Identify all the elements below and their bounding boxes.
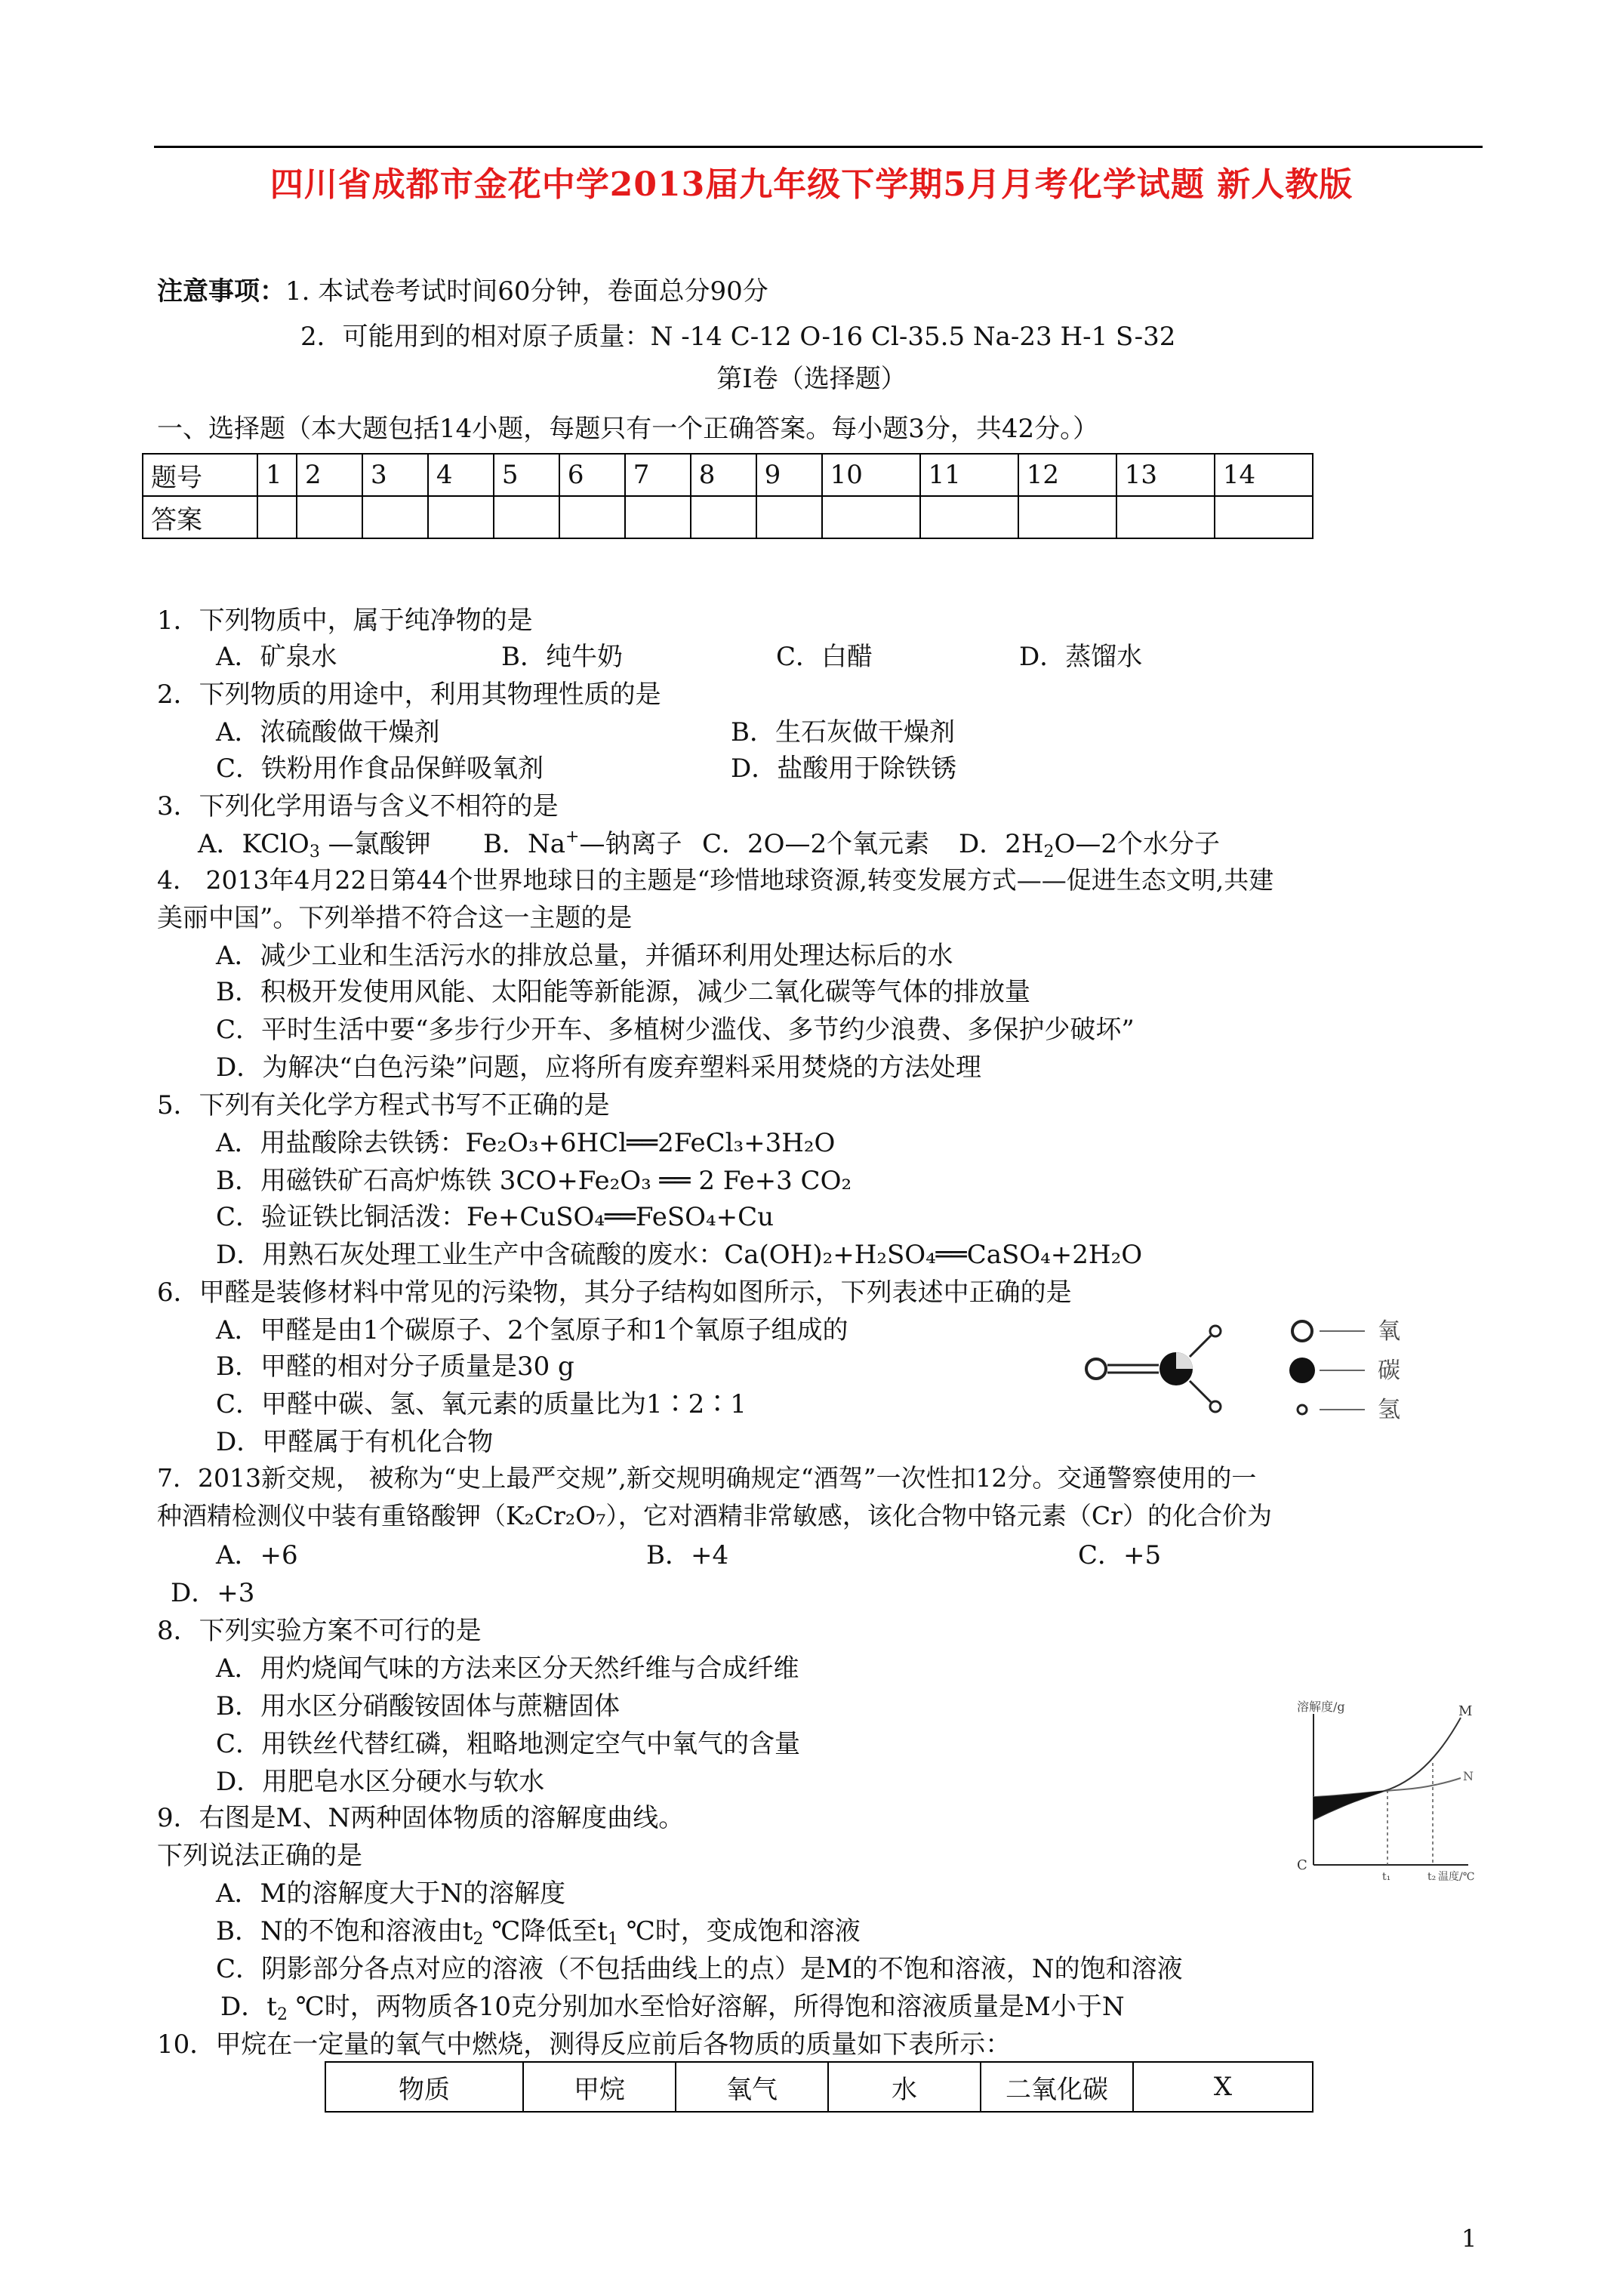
chart-xlabel: 温度/℃ [1438,1871,1475,1883]
q6-stem: 6．甲醛是装修材料中常见的污染物，其分子结构如图所示，下列表述中正确的是 [157,1277,1072,1308]
notice-item-1: 1. 本试卷考试时间60分钟，卷面总分90分 [285,276,768,307]
table-cell: 13 [1116,454,1215,496]
q1-option-b: B．纯牛奶 [501,642,623,672]
q10-stem: 10．甲烷在一定量的氧气中燃烧，测得反应前后各物质的质量如下表所示： [157,2029,1012,2060]
single-bond-icon [1190,1381,1211,1402]
series-n-label: N [1463,1769,1474,1783]
q2-option-c: C．铁粉用作食品保鲜吸氧剂 [216,754,544,784]
q3-stem: 3．下列化学用语与含义不相符的是 [157,791,559,821]
q3-b-pre: B．Na [483,829,566,859]
q3-option-a [198,823,431,861]
legend-carbon-icon [1289,1358,1315,1383]
curve-n [1313,1778,1461,1797]
q7-option-a: A．+6 [216,1540,298,1570]
table-header-cell: 甲烷 [523,2062,676,2112]
hydrogen-atom-icon [1210,1401,1221,1412]
q8-stem: 8．下列实验方案不可行的是 [157,1616,482,1646]
q4-option-d: D．为解决“白色污染”问题，应将所有废弃塑料采用焚烧的方法处理 [216,1052,982,1083]
q4-option-a: A．减少工业和生活污水的排放总量，并循环利用处理达标后的水 [216,941,953,971]
legend-carbon-label: 碳 [1378,1358,1400,1384]
table-cell-label: 答案 [143,496,257,538]
chart-origin: C [1297,1857,1307,1873]
table-cell: 1 [257,454,297,496]
q7-line-2: 种酒精检测仪中装有重铬酸钾（K₂Cr₂O₇），它对酒精非常敏感，该化合物中铬元素（Cr）的化合价为 [157,1501,1272,1530]
q6-option-b: B．甲醛的相对分子质量是30 g [216,1351,574,1382]
answer-cell[interactable] [1215,496,1313,538]
hydrogen-atom-icon [1210,1326,1221,1336]
table-header-cell: X [1133,2062,1313,2112]
q9-stem: 9．右图是M、N两种固体物质的溶解度曲线。 [157,1803,685,1833]
q1-stem: 1．下列物质中，属于纯净物的是 [157,606,533,636]
q5-option-c: C．验证铁比铜活泼：Fe+CuSO₄══FeSO₄+Cu [216,1202,775,1232]
q6-option-c: C．甲醛中碳、氢、氧元素的质量比为1∶2∶1 [216,1389,747,1419]
table-cell: 10 [822,454,920,496]
answer-cell[interactable] [625,496,691,538]
q5-stem: 5．下列有关化学方程式书写不正确的是 [157,1090,610,1120]
q1-option-a: A．矿泉水 [216,642,337,672]
answer-cell[interactable] [756,496,822,538]
legend-hydrogen-label: 氢 [1378,1397,1400,1423]
answer-cell[interactable] [822,496,920,538]
table-cell: 7 [625,454,691,496]
molecule-figure [1072,1302,1464,1442]
q8-option-c: C．用铁丝代替红磷，粗略地测定空气中氧气的含量 [216,1729,801,1759]
q3-d-sub: 2 [1043,843,1055,861]
q3-d-pre: D．2H [959,829,1044,859]
q2-option-b: B．生石灰做干燥剂 [731,717,955,747]
q9-option-b [216,1910,861,1949]
table-header-cell: 物质 [325,2062,523,2112]
q3-option-d [959,823,1220,861]
answer-cell[interactable] [428,496,494,538]
q3-b-sup: + [565,827,580,846]
table-header-cell: 水 [828,2062,981,2112]
legend-oxygen-icon [1292,1321,1312,1341]
q8-option-d: D．用肥皂水区分硬水与软水 [216,1767,545,1797]
q9-d-sub: 2 [276,2005,288,2024]
answer-cell[interactable] [362,496,428,538]
q6-option-a: A．甲醛是由1个碳原子、2个氢原子和1个氧原子组成的 [216,1315,848,1345]
q8-option-b: B．用水区分硝酸铵固体与蔗糖固体 [216,1691,620,1721]
chart-ylabel: 溶解度/g [1297,1700,1345,1714]
q10-table [325,2061,1313,2113]
page-number: 1 [1461,2224,1477,2253]
q4-option-b: B．积极开发使用风能、太阳能等新能源，减少二氧化碳等气体的排放量 [216,977,1030,1007]
q3-b-post: —钠离子 [579,829,682,859]
answer-cell[interactable] [494,496,559,538]
q3-option-b [483,823,682,860]
section1-heading: 一、选择题（本大题包括14小题，每题只有一个正确答案。每小题3分，共42分。） [157,414,1099,444]
answer-cell[interactable] [1018,496,1116,538]
table-header-cell: 二氧化碳 [981,2062,1133,2112]
q8-option-a: A．用灼烧闻气味的方法来区分天然纤维与合成纤维 [216,1653,799,1684]
q10-table-header-row [325,2062,1313,2112]
q1-option-c: C．白醋 [776,642,873,672]
q2-option-a: A．浓硫酸做干燥剂 [216,717,440,747]
header-rule [154,146,1483,148]
q5-option-a: A．用盐酸除去铁锈：Fe₂O₃+6HCl══2FeCl₃+3H₂O [216,1128,836,1158]
q4-line-2: 美丽中国”。下列举措不符合这一主题的是 [157,903,633,933]
legend-oxygen-label: 氧 [1378,1318,1400,1345]
q5-option-b: B．用磁铁矿石高炉炼铁 3CO+Fe₂O₃ ══ 2 Fe+3 CO₂ [216,1166,852,1196]
table-header-cell: 氧气 [676,2062,828,2112]
table-cell: 9 [756,454,822,496]
q6-option-d: D．甲醛属于有机化合物 [216,1427,494,1457]
shaded-region [1313,1790,1387,1820]
q9-b-pre: B．N的不饱和溶液由t [216,1916,473,1946]
table-cell: 2 [297,454,362,496]
notice-line-1 [157,270,768,307]
q5-option-d: D．用熟石灰处理工业生产中含硫酸的废水：Ca(OH)₂+H₂SO₄══CaSO₄+2H₂O [216,1240,1143,1270]
q3-d-post: O—2个水分子 [1054,829,1221,859]
q7-option-b: B．+4 [646,1540,729,1570]
solubility-curve-figure [1291,1691,1480,1888]
q7-line-1: 7．2013新交规， 被称为“史上最严交规”,新交规明确规定“酒驾”一次性扣12分。交通警察使用的一 [157,1463,1257,1493]
q3-a-sub: 3 [309,843,320,861]
notice-item-2: 2．可能用到的相对原子质量：N -14 C-12 O-16 Cl-35.5 Na-23 H-1 S-32 [300,322,1176,352]
section-title: 第Ⅰ卷（选择题） [716,364,907,394]
q9-option-c: C．阴影部分各点对应的溶液（不包括曲线上的点）是M的不饱和溶液，N的饱和溶液 [216,1954,1183,1984]
t2-label: t₂ [1427,1871,1437,1883]
single-bond-icon [1190,1336,1211,1357]
q9-stem-2: 下列说法正确的是 [157,1841,362,1871]
q7-option-c: C．+5 [1078,1540,1162,1570]
table-cell: 6 [559,454,625,496]
q3-a-pre: A．KClO [198,829,310,859]
answer-cell[interactable] [691,496,756,538]
q4-line-1: 4． 2013年4月22日第44个世界地球日的主题是“珍惜地球资源,转变发展方式——促进生态文明,共建 [157,865,1274,895]
q2-stem: 2．下列物质的用途中，利用其物理性质的是 [157,680,661,710]
answer-table [142,453,1313,539]
q9-d-pre: D．t [220,1992,277,2022]
table-cell: 4 [428,454,494,496]
q9-b-post: ℃时，变成饱和溶液 [617,1916,861,1946]
q9-option-a: A．M的溶解度大于N的溶解度 [216,1878,566,1909]
answer-cell[interactable] [1116,496,1215,538]
table-cell: 11 [920,454,1018,496]
q9-b-sub2: 1 [607,1930,618,1949]
q9-b-mid: ℃降低至t [483,1916,608,1946]
q1-option-d: D．蒸馏水 [1019,642,1143,672]
table-cell-label: 题号 [143,454,257,496]
series-m-label: M [1458,1703,1473,1719]
t1-label: t₁ [1382,1871,1391,1883]
table-cell: 3 [362,454,428,496]
q2-option-d: D．盐酸用于除铁锈 [731,754,957,784]
legend-hydrogen-icon [1298,1405,1307,1414]
q4-option-c: C．平时生活中要“多步行少开车、多植树少滥伐、多节约少浪费、多保护少破坏” [216,1015,1135,1045]
q3-a-post: —氯酸钾 [319,829,431,859]
oxygen-atom-icon [1086,1359,1106,1379]
page-title: 四川省成都市金花中学2013届九年级下学期5月月考化学试题 新人教版 [269,165,1354,204]
answer-cell[interactable] [920,496,1018,538]
answer-cell[interactable] [559,496,625,538]
answer-cell[interactable] [257,496,297,538]
answer-table-answer-row [143,496,1313,538]
q7-option-d: D．+3 [171,1578,255,1608]
notice-label: 注意事项： [157,276,285,307]
answer-cell[interactable] [297,496,362,538]
q3-option-c: C．2O—2个氧元素 [702,829,930,859]
answer-table-number-row [143,454,1313,496]
table-cell: 8 [691,454,756,496]
q9-d-post: ℃时，两物质各10克分别加水至恰好溶解，所得饱和溶液质量是M小于N [287,1992,1125,2022]
table-cell: 14 [1215,454,1313,496]
table-cell: 5 [494,454,559,496]
q9-option-d [220,1986,1125,2024]
q9-b-sub1: 2 [473,1930,484,1949]
table-cell: 12 [1018,454,1116,496]
